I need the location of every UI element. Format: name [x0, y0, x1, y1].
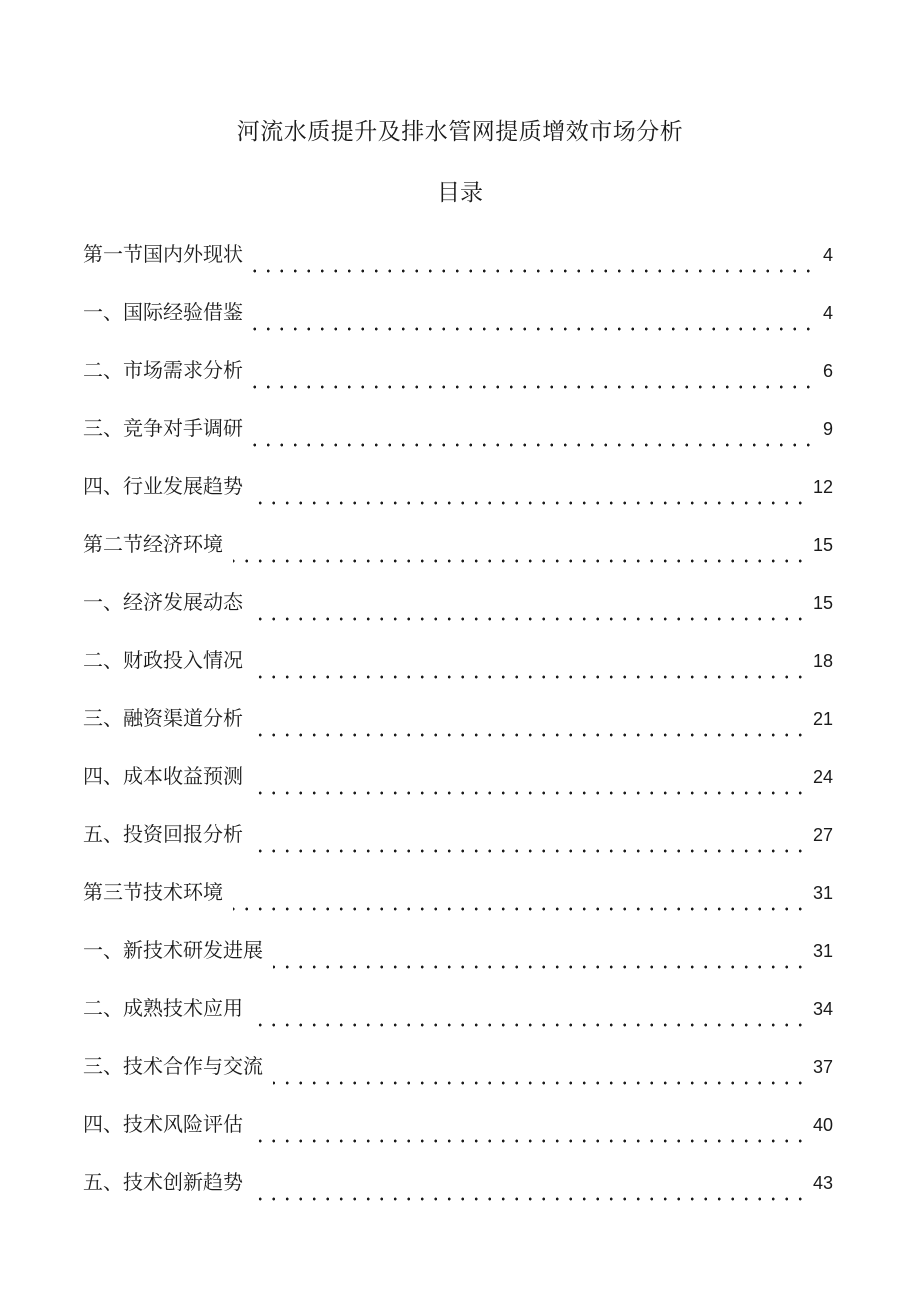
toc-entry[interactable]	[83, 586, 833, 644]
toc-entry-label: 三、融资渠道分析	[83, 706, 243, 730]
toc-entry-label: 一、新技术研发进展	[83, 938, 263, 962]
toc-entry-label: 第二节经济环境	[83, 532, 223, 556]
toc-entry[interactable]	[83, 644, 833, 702]
toc-entry-page: 15	[812, 593, 833, 613]
toc-entry[interactable]	[83, 1050, 833, 1108]
dot-leader	[253, 733, 807, 737]
toc-entry-page: 21	[812, 709, 833, 729]
toc-entry[interactable]	[83, 760, 833, 818]
toc-entry-label: 二、财政投入情况	[83, 648, 243, 672]
toc-entry-page: 34	[812, 999, 833, 1019]
toc-heading: 目录	[437, 180, 483, 206]
toc-entry-page: 24	[812, 767, 833, 787]
toc-entry[interactable]	[83, 1108, 833, 1166]
toc-entry-page: 31	[812, 941, 833, 961]
dot-leader	[253, 1023, 807, 1027]
dot-leader	[253, 617, 807, 621]
toc-entry-label: 三、竞争对手调研	[83, 416, 243, 440]
toc-entry[interactable]	[83, 528, 833, 586]
dot-leader	[253, 1197, 807, 1201]
dot-leader	[253, 1139, 807, 1143]
document-title: 河流水质提升及排水管网提质增效市场分析	[236, 119, 684, 145]
toc-entry-label: 三、技术合作与交流	[83, 1054, 263, 1078]
toc-entry-label: 五、技术创新趋势	[83, 1170, 243, 1194]
toc-entry[interactable]	[83, 238, 833, 296]
toc-entry-label: 四、行业发展趋势	[83, 474, 243, 498]
dot-leader	[253, 849, 807, 853]
toc-entry-page: 37	[812, 1057, 833, 1077]
toc-entry-page: 9	[822, 419, 833, 439]
dot-leader	[253, 675, 807, 679]
toc-entry-label: 四、成本收益预测	[83, 764, 243, 788]
toc-entry-label: 一、经济发展动态	[83, 590, 243, 614]
dot-leader	[253, 269, 815, 273]
toc-entry-label: 五、投资回报分析	[83, 822, 243, 846]
dot-leader	[253, 791, 807, 795]
toc-entry[interactable]	[83, 934, 833, 992]
toc-entry[interactable]	[83, 412, 833, 470]
toc-entry[interactable]	[83, 818, 833, 876]
dot-leader	[253, 385, 815, 389]
toc-entry-page: 15	[812, 535, 833, 555]
dot-leader	[253, 443, 815, 447]
dot-leader	[253, 327, 815, 331]
toc-entry-page: 31	[812, 883, 833, 903]
dot-leader	[253, 501, 807, 505]
toc-entry-label: 第三节技术环境	[83, 880, 223, 904]
dot-leader	[273, 965, 807, 969]
toc-entry-page: 43	[812, 1173, 833, 1193]
table-of-contents	[83, 238, 833, 1224]
toc-entry-label: 第一节国内外现状	[83, 242, 243, 266]
dot-leader	[233, 559, 807, 563]
toc-entry-page: 12	[812, 477, 833, 497]
toc-entry-page: 4	[822, 245, 833, 265]
toc-entry-label: 四、技术风险评估	[83, 1112, 243, 1136]
toc-entry[interactable]	[83, 992, 833, 1050]
toc-entry-page: 40	[812, 1115, 833, 1135]
toc-entry[interactable]	[83, 470, 833, 528]
toc-entry[interactable]	[83, 296, 833, 354]
toc-entry[interactable]	[83, 702, 833, 760]
toc-entry-page: 18	[812, 651, 833, 671]
dot-leader	[233, 907, 807, 911]
toc-entry-page: 4	[822, 303, 833, 323]
toc-entry[interactable]	[83, 1166, 833, 1224]
dot-leader	[273, 1081, 807, 1085]
toc-entry-page: 27	[812, 825, 833, 845]
toc-entry-label: 一、国际经验借鉴	[83, 300, 243, 324]
toc-entry[interactable]	[83, 876, 833, 934]
toc-entry-label: 二、市场需求分析	[83, 358, 243, 382]
toc-entry-label: 二、成熟技术应用	[83, 996, 243, 1020]
toc-entry-page: 6	[822, 361, 833, 381]
toc-entry[interactable]	[83, 354, 833, 412]
